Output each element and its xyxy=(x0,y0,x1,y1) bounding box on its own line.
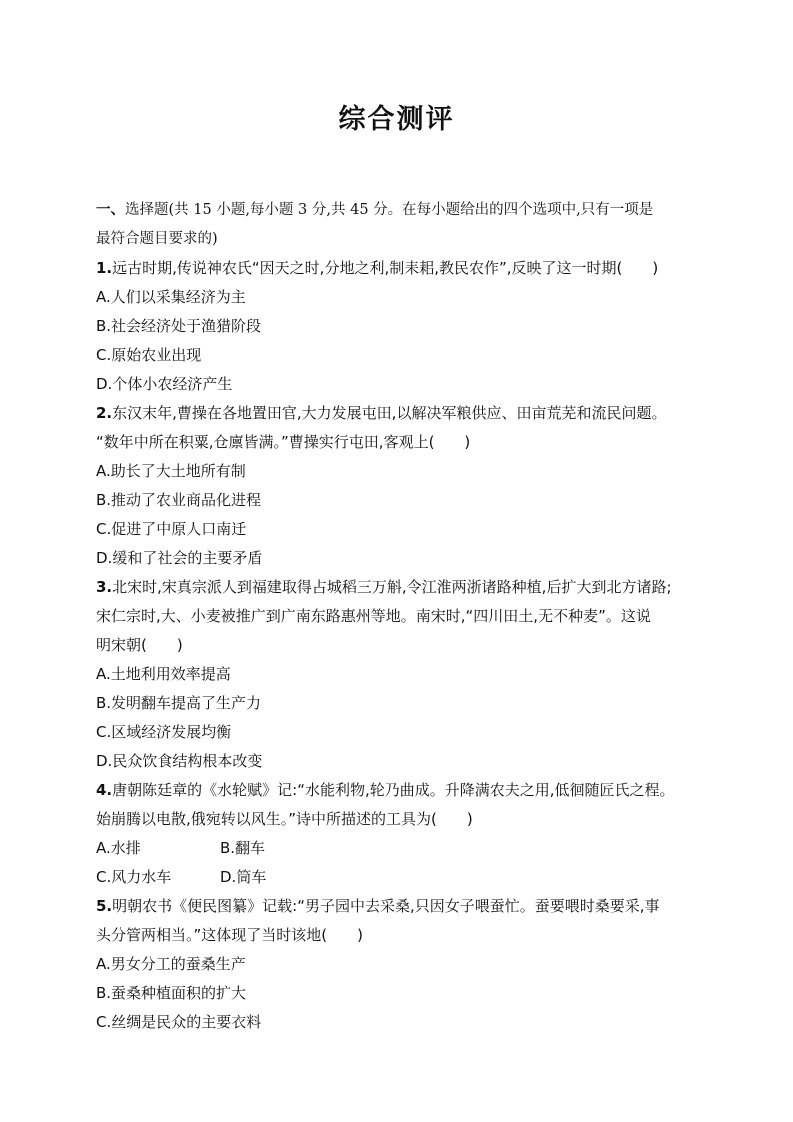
question-3-stem xyxy=(96,573,706,602)
section-heading xyxy=(96,195,706,225)
q3-option-b: B.发明翻车提高了生产力 xyxy=(96,694,262,712)
question-2-stem xyxy=(96,399,706,428)
q5-option-b: B.蚕桑种植面积的扩大 xyxy=(96,984,247,1002)
question-number: 3. xyxy=(96,578,113,596)
q2-option-b: B.推动了农业商品化进程 xyxy=(96,491,262,509)
q2-option-d: D.缓和了社会的主要矛盾 xyxy=(96,549,263,567)
question-number: 5. xyxy=(96,897,113,915)
q4-options-row-2 xyxy=(96,863,706,892)
question-number: 1. xyxy=(96,259,113,277)
q4-option-c: C.风力水车 xyxy=(96,868,172,886)
q4-option-a: A.水排 xyxy=(96,839,141,857)
question-text: 东汉末年,曹操在各地置田官,大力发展屯田,以解决军粮供应、田亩荒芜和流民问题。 xyxy=(112,404,667,422)
question-2-stem-line2: “数年中所在积粟,仓廪皆满。”曹操实行屯田,客观上( ) xyxy=(96,433,471,451)
question-5-stem-line2: 头分管两相当。”这体现了当时该地( ) xyxy=(96,926,363,944)
q4-option-b: B.翻车 xyxy=(220,839,266,857)
q3-option-c: C.区域经济发展均衡 xyxy=(96,723,232,741)
page-title: 综合测评 xyxy=(338,104,455,135)
question-4-stem-line2: 始崩腾以电散,俄宛转以风生。”诗中所描述的工具为( ) xyxy=(96,810,473,828)
q2-option-a: A.助长了大土地所有制 xyxy=(96,462,246,480)
section-text-line2: 最符合题目要求的) xyxy=(96,231,218,247)
q2-option-c: C.促进了中原人口南迁 xyxy=(96,520,247,538)
q4-options-row-1 xyxy=(96,834,706,863)
q3-option-a: A.土地利用效率提高 xyxy=(96,665,231,683)
section-lead: 一、 xyxy=(96,201,125,218)
q1-option-a: A.人们以采集经济为主 xyxy=(96,288,246,306)
question-3-stem-line2: 宋仁宗时,大、小麦被推广到广南东路惠州等地。南宋时,“四川田土,无不种麦”。这说 xyxy=(96,607,651,625)
question-5-stem xyxy=(96,892,706,921)
q1-option-c: C.原始农业出现 xyxy=(96,346,202,364)
question-text: 明朝农书《便民图纂》记载:“男子园中去采桑,只因女子喂蚕忙。蚕要喂时桑要采,事 xyxy=(112,897,660,915)
question-4-stem xyxy=(96,776,706,805)
question-1-stem xyxy=(96,254,706,283)
question-text: 唐朝陈廷章的《水轮赋》记:“水能利物,轮乃曲成。升降满农夫之用,低徊随匠氏之程。 xyxy=(112,781,675,799)
question-text: 远古时期,传说神农氏“因天之时,分地之利,制耒耜,教民农作”,反映了这一时期( ) xyxy=(112,259,659,277)
section-text-line1: 选择题(共 15 小题,每小题 3 分,共 45 分。在每小题给出的四个选项中,只有一项是 xyxy=(125,202,654,218)
question-text: 北宋时,宋真宗派人到福建取得占城稻三万斛,令江淮两浙诸路种植,后扩大到北方诸路; xyxy=(112,578,672,596)
q1-option-b: B.社会经济处于渔猎阶段 xyxy=(96,317,262,335)
q1-option-d: D.个体小农经济产生 xyxy=(96,375,233,393)
question-content xyxy=(96,195,706,1037)
q5-option-a: A.男女分工的蚕桑生产 xyxy=(96,955,246,973)
question-number: 4. xyxy=(96,781,113,799)
q4-option-d: D.筒车 xyxy=(220,868,267,886)
q5-option-c: C.丝绸是民众的主要衣料 xyxy=(96,1013,262,1031)
q3-option-d: D.民众饮食结构根本改变 xyxy=(96,752,263,770)
question-number: 2. xyxy=(96,404,113,422)
question-3-stem-line3: 明宋朝( ) xyxy=(96,636,183,654)
